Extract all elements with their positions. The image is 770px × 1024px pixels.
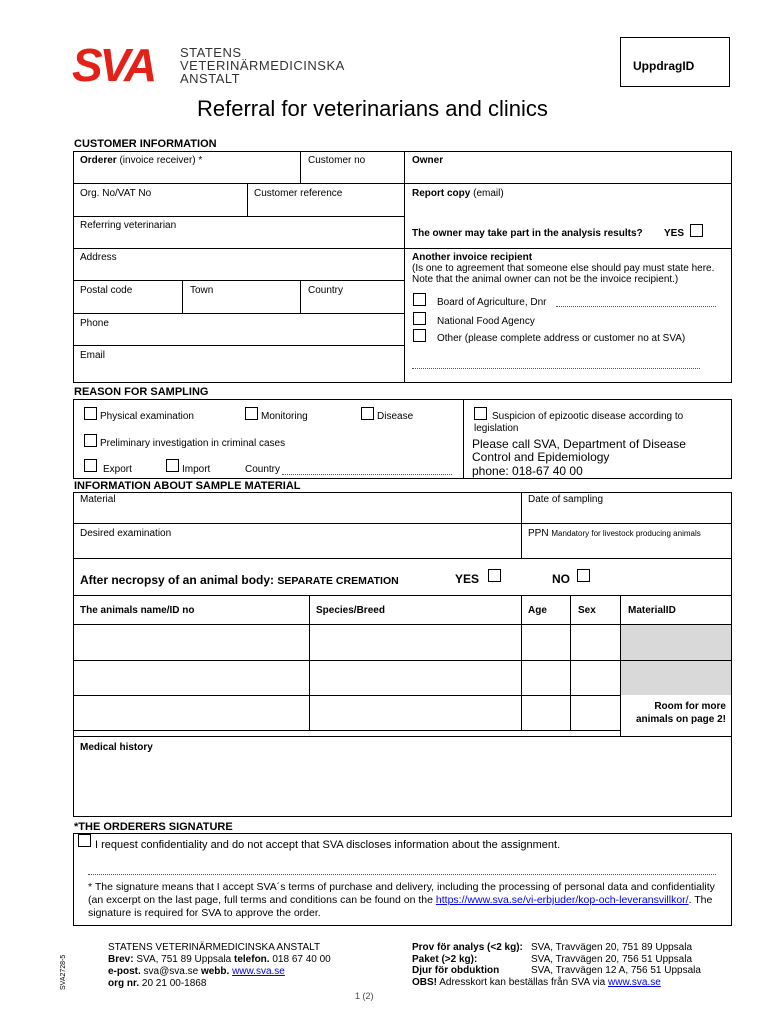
address-label[interactable]: Address [80, 252, 117, 263]
other-checkbox[interactable] [413, 329, 426, 342]
col-animal-name: The animals name/ID no [80, 605, 195, 616]
another-invoice-note: (Is one to agreement that someone else should pay must state here. Note that the animal owner can not be the invoice recipient.) [412, 263, 715, 285]
footer-addresses: Prov för analys (<2 kg): SVA, Travvägen 20, 751 89 Uppsala Paket (>2 kg): SVA, Travvägen 20, 756 51 Uppsala Djur för obduktion SVA, Travvägen 12 A, 756 51 Uppsala OBS! Adresskort kan beställas från SVA via www.sva.se [412, 942, 701, 988]
col-sex: Sex [578, 605, 596, 616]
owner-take-part-yes: YES [664, 228, 685, 239]
disease-checkbox[interactable] [361, 407, 374, 420]
signature-section-title: *THE ORDERERS SIGNATURE [74, 821, 233, 833]
cremation-yes-label: YES [455, 572, 480, 586]
necropsy-label: After necropsy of an animal body: SEPARATE CREMATION [80, 573, 399, 587]
page-title: Referral for veterinarians and clinics [197, 96, 548, 121]
org-name [180, 46, 345, 85]
footer-org: STATENS VETERINÄRMEDICINSKA ANSTALT Brev: SVA, 751 89 Uppsala telefon. 018 67 40 00 e-post. sva@sva.se webb. www.sva.se org nr. 20 21 00-1868 [108, 942, 331, 989]
suspicion-label: Suspicion of epizootic disease according to legislation [474, 411, 684, 434]
other-label: Other (please complete address or customer no at SVA) [437, 333, 686, 344]
national-food-label: National Food Agency [437, 316, 535, 327]
import-checkbox[interactable] [166, 459, 179, 472]
phone-label[interactable]: Phone [80, 318, 109, 329]
town-label[interactable]: Town [190, 285, 214, 296]
org-line-1: STATENS [180, 45, 242, 60]
terms-link[interactable]: https://www.sva.se/vi-erbjuder/kop-och-leveransvillkor/ [435, 894, 689, 906]
owner-label[interactable]: Owner [412, 155, 444, 166]
ppn-label[interactable]: PPN Mandatory for livestock producing animals [528, 528, 701, 539]
email-label[interactable]: Email [80, 350, 106, 361]
please-call-phone: phone: 018-67 40 00 [472, 464, 583, 478]
form-code: SVA2728-5 [60, 954, 67, 990]
confidential-checkbox[interactable] [78, 834, 91, 847]
uppdrag-id-box[interactable] [620, 37, 730, 87]
cremation-no-checkbox[interactable] [577, 569, 590, 582]
cremation-yes-checkbox[interactable] [488, 569, 501, 582]
owner-take-part-label: The owner may take part in the analysis results? [412, 228, 643, 239]
board-agri-dnr-field[interactable] [556, 306, 716, 307]
customer-section-title: CUSTOMER INFORMATION [74, 138, 217, 150]
other-address-field[interactable] [412, 368, 700, 369]
preliminary-checkbox[interactable] [84, 434, 97, 447]
export-label: Export [103, 464, 132, 475]
owner-take-part-checkbox[interactable] [690, 224, 703, 237]
uppdrag-id-label: UppdragID [633, 59, 695, 73]
page-number: 1 (2) [355, 991, 374, 1001]
desired-exam-label[interactable]: Desired examination [80, 528, 172, 539]
another-invoice-label: Another invoice recipient [412, 252, 533, 263]
signature-line[interactable] [88, 874, 716, 875]
physical-exam-checkbox[interactable] [84, 407, 97, 420]
referring-vet-label[interactable]: Referring veterinarian [80, 220, 177, 231]
sample-section-title: INFORMATION ABOUT SAMPLE MATERIAL [74, 480, 301, 492]
physical-exam-label: Physical examination [100, 411, 194, 422]
please-call-text: Please call SVA, Department of Disease Control and Epidemiology [472, 437, 686, 464]
org-line-3: ANSTALT [180, 71, 241, 86]
country-reason-label: Country [245, 464, 281, 475]
national-food-checkbox[interactable] [413, 312, 426, 325]
org-no-label[interactable]: Org. No/VAT No [80, 188, 152, 199]
col-age: Age [528, 605, 547, 616]
col-species: Species/Breed [316, 605, 385, 616]
preliminary-label: Preliminary investigation in criminal cases [100, 438, 286, 449]
customer-no-label[interactable]: Customer no [308, 155, 366, 166]
sva-logo [72, 39, 172, 91]
sva-logo-text: SVA [72, 39, 155, 91]
customer-reference-label[interactable]: Customer reference [254, 188, 343, 199]
report-copy-label[interactable]: Report copy (email) [412, 188, 504, 199]
obs-link[interactable]: www.sva.se [608, 976, 661, 988]
signature-note: * The signature means that I accept SVA´s terms of purchase and delivery, including the processing of personal data and confidentiality (an excerpt on the last page, full terms and conditions can be found on the https://www.sva.se/vi-erbjuder/kop-och-leveransvillkor/. The signature is required for SVA to approve the order. [88, 881, 715, 919]
webb-link[interactable]: www.sva.se [232, 966, 285, 977]
cremation-no-label: NO [552, 572, 570, 586]
board-agri-label: Board of Agriculture, Dnr [437, 297, 547, 308]
orderer-label[interactable]: Orderer (invoice receiver) * [80, 155, 203, 166]
org-line-2: VETERINÄRMEDICINSKA [180, 58, 345, 73]
room-for-more-note: Room for more animals on page 2! [635, 701, 726, 725]
disease-label: Disease [377, 411, 414, 422]
monitoring-label: Monitoring [261, 411, 308, 422]
export-checkbox[interactable] [84, 459, 97, 472]
import-label: Import [182, 464, 211, 475]
col-material-id: MaterialID [628, 605, 676, 616]
confidential-label: I request confidentiality and do not accept that SVA discloses information about the assignment. [95, 839, 561, 851]
country-label[interactable]: Country [308, 285, 344, 296]
material-label[interactable]: Material [80, 494, 116, 505]
country-reason-field[interactable] [282, 474, 452, 475]
postal-code-label[interactable]: Postal code [80, 285, 133, 296]
medical-history-label[interactable]: Medical history [80, 742, 153, 753]
monitoring-checkbox[interactable] [245, 407, 258, 420]
reason-section-title: REASON FOR SAMPLING [74, 386, 209, 398]
board-agri-checkbox[interactable] [413, 293, 426, 306]
date-sampling-label[interactable]: Date of sampling [528, 494, 604, 505]
